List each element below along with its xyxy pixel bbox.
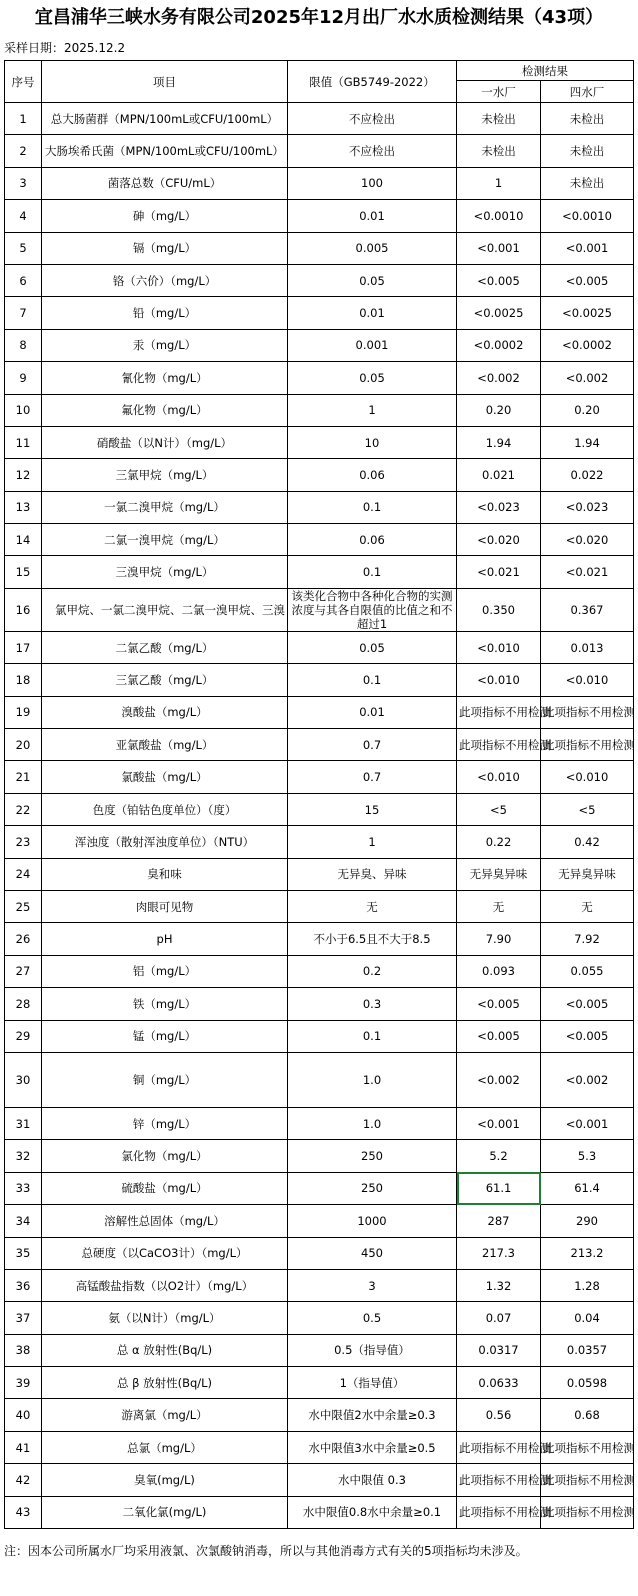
cell-plant4[interactable]: 7.92 bbox=[541, 923, 634, 955]
cell-item[interactable]: 总大肠菌群（MPN/100mL或CFU/100mL） bbox=[42, 103, 288, 135]
cell-item[interactable]: 肉眼可见物 bbox=[42, 890, 288, 922]
cell-plant4[interactable]: <0.020 bbox=[541, 524, 634, 556]
cell-no[interactable]: 6 bbox=[5, 264, 42, 296]
cell-plant1[interactable]: <0.005 bbox=[457, 264, 541, 296]
cell-item[interactable]: 铝（mg/L） bbox=[42, 955, 288, 987]
cell-plant1[interactable]: <0.010 bbox=[457, 761, 541, 793]
table-row bbox=[5, 1020, 634, 1052]
table-row bbox=[5, 1205, 634, 1237]
cell-limit[interactable]: 不应检出 bbox=[288, 135, 457, 167]
table-row bbox=[5, 1269, 634, 1301]
cell-no[interactable]: 35 bbox=[5, 1237, 42, 1269]
cell-plant1[interactable]: 0.07 bbox=[457, 1302, 541, 1334]
cell-limit[interactable]: 水中限值0.8水中余量≥0.1 bbox=[288, 1496, 457, 1528]
cell-item[interactable]: 氯化物（mg/L） bbox=[42, 1140, 288, 1172]
cell-plant1[interactable]: <0.001 bbox=[457, 1107, 541, 1139]
cell-limit[interactable]: 不应检出 bbox=[288, 103, 457, 135]
cell-item[interactable]: 氨（以N计）（mg/L） bbox=[42, 1302, 288, 1334]
table-row bbox=[5, 1302, 634, 1334]
cell-item[interactable]: 总硬度（以CaCO3计）（mg/L） bbox=[42, 1237, 288, 1269]
cell-no[interactable]: 10 bbox=[5, 394, 42, 426]
cell-limit[interactable]: 3 bbox=[288, 1269, 457, 1301]
cell-plant1[interactable]: <0.021 bbox=[457, 556, 541, 588]
cell-item[interactable]: 铬（六价）（mg/L） bbox=[42, 264, 288, 296]
cell-plant4[interactable]: 此项指标不用检测 bbox=[541, 1464, 634, 1496]
cell-limit[interactable]: 0.7 bbox=[288, 729, 457, 761]
table-row bbox=[5, 459, 634, 491]
cell-item[interactable]: 二氯乙酸（mg/L） bbox=[42, 631, 288, 663]
cell-limit[interactable]: 水中限值3水中余量≥0.5 bbox=[288, 1431, 457, 1463]
cell-plant4[interactable]: 0.022 bbox=[541, 459, 634, 491]
cell-plant1[interactable]: <0.002 bbox=[457, 1052, 541, 1107]
cell-plant4[interactable]: <0.010 bbox=[541, 664, 634, 696]
cell-limit[interactable]: 无 bbox=[288, 890, 457, 922]
cell-plant1[interactable]: 5.2 bbox=[457, 1140, 541, 1172]
cell-no[interactable]: 19 bbox=[5, 696, 42, 728]
cell-limit[interactable]: 1（指导值） bbox=[288, 1367, 457, 1399]
cell-limit[interactable]: 0.05 bbox=[288, 264, 457, 296]
cell-plant1[interactable]: 0.093 bbox=[457, 955, 541, 987]
cell-item[interactable]: 铅（mg/L） bbox=[42, 297, 288, 329]
page-title: 宜昌浦华三峡水务有限公司2025年12月出厂水水质检测结果（43项） bbox=[34, 7, 604, 28]
cell-limit[interactable]: 250 bbox=[288, 1172, 457, 1204]
cell-limit[interactable]: 水中限值2水中余量≥0.3 bbox=[288, 1399, 457, 1431]
cell-plant1[interactable]: 1.32 bbox=[457, 1269, 541, 1301]
cell-limit[interactable]: 10 bbox=[288, 426, 457, 458]
header-plant4: 四水厂 bbox=[541, 81, 634, 103]
table-row bbox=[5, 1140, 634, 1172]
footnote: 注：因本公司所属水厂均采用液氯、次氯酸钠消毒，所以与其他消毒方式有关的5项指标均未涉及。 bbox=[4, 1544, 528, 1558]
cell-item[interactable]: pH bbox=[42, 923, 288, 955]
table-row bbox=[5, 1172, 634, 1204]
cell-no[interactable]: 3 bbox=[5, 167, 42, 199]
cell-plant4[interactable]: 213.2 bbox=[541, 1237, 634, 1269]
cell-plant4[interactable]: <0.010 bbox=[541, 761, 634, 793]
cell-plant4[interactable]: 此项指标不用检测 bbox=[541, 1496, 634, 1528]
cell-plant4[interactable]: 无 bbox=[541, 890, 634, 922]
table-row bbox=[5, 394, 634, 426]
cell-plant4[interactable]: <0.002 bbox=[541, 1052, 634, 1107]
cell-plant1[interactable]: 0.350 bbox=[457, 588, 541, 631]
cell-plant1[interactable]: <0.020 bbox=[457, 524, 541, 556]
cell-no[interactable]: 25 bbox=[5, 890, 42, 922]
cell-item[interactable]: 溶解性总固体（mg/L） bbox=[42, 1205, 288, 1237]
cell-plant4[interactable]: <0.021 bbox=[541, 556, 634, 588]
cell-item[interactable]: 溴酸盐（mg/L） bbox=[42, 696, 288, 728]
cell-plant1[interactable]: <0.010 bbox=[457, 664, 541, 696]
cell-no[interactable]: 23 bbox=[5, 826, 42, 858]
cell-item[interactable]: 臭和味 bbox=[42, 858, 288, 890]
cell-plant4[interactable]: 0.68 bbox=[541, 1399, 634, 1431]
cell-item[interactable]: 菌落总数（CFU/mL） bbox=[42, 167, 288, 199]
table-row bbox=[5, 491, 634, 523]
cell-plant1[interactable]: 此项指标不用检测 bbox=[457, 729, 541, 761]
cell-no[interactable]: 1 bbox=[5, 103, 42, 135]
cell-plant4[interactable]: 未检出 bbox=[541, 135, 634, 167]
cell-item[interactable]: 总 α 放射性(Bq/L) bbox=[42, 1334, 288, 1366]
cell-limit[interactable]: 0.3 bbox=[288, 988, 457, 1020]
table-row bbox=[5, 135, 634, 167]
cell-plant4[interactable]: 此项指标不用检测 bbox=[541, 729, 634, 761]
cell-no[interactable]: 34 bbox=[5, 1205, 42, 1237]
cell-item[interactable]: 高锰酸盐指数（以O2计）（mg/L） bbox=[42, 1269, 288, 1301]
cell-item[interactable]: 二氯一溴甲烷（mg/L） bbox=[42, 524, 288, 556]
table-row bbox=[5, 297, 634, 329]
cell-plant4[interactable]: 未检出 bbox=[541, 103, 634, 135]
table-row bbox=[5, 858, 634, 890]
sample-date: 采样日期：2025.12.2 bbox=[4, 41, 126, 55]
cell-plant4[interactable]: 0.013 bbox=[541, 631, 634, 663]
cell-plant4[interactable]: 1.28 bbox=[541, 1269, 634, 1301]
cell-plant4[interactable]: 无异臭异味 bbox=[541, 858, 634, 890]
cell-item[interactable]: 氟化物（mg/L） bbox=[42, 394, 288, 426]
cell-no[interactable]: 17 bbox=[5, 631, 42, 663]
header-item: 项目 bbox=[42, 61, 288, 103]
cell-limit[interactable]: 1.0 bbox=[288, 1107, 457, 1139]
cell-limit[interactable]: 0.1 bbox=[288, 556, 457, 588]
cell-plant1[interactable]: <0.0010 bbox=[457, 200, 541, 232]
table-row bbox=[5, 955, 634, 987]
cell-item[interactable]: 铜（mg/L） bbox=[42, 1052, 288, 1107]
cell-plant1[interactable]: 0.0633 bbox=[457, 1367, 541, 1399]
cell-plant1[interactable]: 0.56 bbox=[457, 1399, 541, 1431]
cell-plant1[interactable]: <0.005 bbox=[457, 1020, 541, 1052]
cell-plant4[interactable]: 5.3 bbox=[541, 1140, 634, 1172]
cell-limit[interactable]: 250 bbox=[288, 1140, 457, 1172]
cell-no[interactable]: 39 bbox=[5, 1367, 42, 1399]
cell-limit[interactable]: 0.05 bbox=[288, 362, 457, 394]
cell-plant1[interactable]: 此项指标不用检测 bbox=[457, 1464, 541, 1496]
cell-plant4[interactable]: <5 bbox=[541, 793, 634, 825]
cell-plant1[interactable]: 0.0317 bbox=[457, 1334, 541, 1366]
table-row bbox=[5, 664, 634, 696]
cell-no[interactable]: 30 bbox=[5, 1052, 42, 1107]
cell-limit[interactable]: 1000 bbox=[288, 1205, 457, 1237]
cell-no[interactable]: 9 bbox=[5, 362, 42, 394]
table-row bbox=[5, 826, 634, 858]
cell-limit[interactable]: 0.5 bbox=[288, 1302, 457, 1334]
cell-no[interactable]: 11 bbox=[5, 426, 42, 458]
cell-no[interactable]: 43 bbox=[5, 1496, 42, 1528]
cell-plant1[interactable]: 未检出 bbox=[457, 135, 541, 167]
cell-no[interactable]: 7 bbox=[5, 297, 42, 329]
table-row bbox=[5, 761, 634, 793]
table-row bbox=[5, 588, 634, 631]
cell-plant1[interactable]: 0.021 bbox=[457, 459, 541, 491]
cell-limit[interactable]: 0.06 bbox=[288, 459, 457, 491]
cell-plant4[interactable]: 61.4 bbox=[541, 1172, 634, 1204]
cell-item[interactable]: 硝酸盐（以N计）（mg/L） bbox=[42, 426, 288, 458]
cell-item[interactable]: 色度（铂钴色度单位）（度） bbox=[42, 793, 288, 825]
cell-limit[interactable]: 100 bbox=[288, 167, 457, 199]
table-row bbox=[5, 1367, 634, 1399]
cell-plant4[interactable]: 0.0357 bbox=[541, 1334, 634, 1366]
cell-plant1[interactable]: <0.001 bbox=[457, 232, 541, 264]
cell-item[interactable]: 三氯甲烷（mg/L） bbox=[42, 459, 288, 491]
table-row bbox=[5, 200, 634, 232]
cell-item[interactable]: 硫酸盐（mg/L） bbox=[42, 1172, 288, 1204]
cell-no[interactable]: 38 bbox=[5, 1334, 42, 1366]
table-row bbox=[5, 890, 634, 922]
cell-no[interactable]: 8 bbox=[5, 329, 42, 361]
cell-limit[interactable]: 0.1 bbox=[288, 1020, 457, 1052]
cell-plant4[interactable]: <0.005 bbox=[541, 988, 634, 1020]
cell-no[interactable]: 2 bbox=[5, 135, 42, 167]
cell-plant1[interactable]: 1.94 bbox=[457, 426, 541, 458]
cell-limit[interactable]: 0.1 bbox=[288, 491, 457, 523]
cell-plant4[interactable]: <0.001 bbox=[541, 232, 634, 264]
cell-no[interactable]: 21 bbox=[5, 761, 42, 793]
cell-item[interactable]: 三溴甲烷（mg/L） bbox=[42, 556, 288, 588]
cell-no[interactable]: 31 bbox=[5, 1107, 42, 1139]
table-row bbox=[5, 1334, 634, 1366]
results-table bbox=[4, 60, 634, 1529]
cell-plant1[interactable]: 此项指标不用检测 bbox=[457, 696, 541, 728]
cell-plant4[interactable]: 0.20 bbox=[541, 394, 634, 426]
cell-limit[interactable]: 0.001 bbox=[288, 329, 457, 361]
cell-plant4[interactable]: 290 bbox=[541, 1205, 634, 1237]
cell-plant4[interactable]: 0.367 bbox=[541, 588, 634, 631]
cell-limit[interactable]: 0.06 bbox=[288, 524, 457, 556]
table-row bbox=[5, 556, 634, 588]
table-row bbox=[5, 1399, 634, 1431]
cell-plant1[interactable]: 此项指标不用检测 bbox=[457, 1431, 541, 1463]
cell-limit[interactable]: 无异臭、异味 bbox=[288, 858, 457, 890]
table-row bbox=[5, 362, 634, 394]
cell-plant1[interactable]: 0.22 bbox=[457, 826, 541, 858]
table-row bbox=[5, 1431, 634, 1463]
cell-plant4[interactable]: 0.42 bbox=[541, 826, 634, 858]
cell-plant1[interactable]: 287 bbox=[457, 1205, 541, 1237]
cell-item[interactable]: 游离氯（mg/L） bbox=[42, 1399, 288, 1431]
cell-no[interactable]: 4 bbox=[5, 200, 42, 232]
cell-plant4[interactable]: 0.0598 bbox=[541, 1367, 634, 1399]
cell-limit[interactable]: 0.7 bbox=[288, 761, 457, 793]
cell-limit[interactable]: 450 bbox=[288, 1237, 457, 1269]
cell-item[interactable]: 一氯二溴甲烷（mg/L） bbox=[42, 491, 288, 523]
cell-no[interactable]: 32 bbox=[5, 1140, 42, 1172]
cell-item[interactable]: 氯甲烷、一氯二溴甲烷、二氯一溴甲烷、三溴 bbox=[42, 588, 288, 631]
cell-plant4[interactable]: 0.04 bbox=[541, 1302, 634, 1334]
table-row bbox=[5, 1464, 634, 1496]
cell-no[interactable]: 29 bbox=[5, 1020, 42, 1052]
cell-plant4[interactable]: <0.0002 bbox=[541, 329, 634, 361]
cell-limit[interactable]: 1 bbox=[288, 394, 457, 426]
cell-no[interactable]: 18 bbox=[5, 664, 42, 696]
cell-plant4[interactable]: <0.0025 bbox=[541, 297, 634, 329]
cell-item[interactable]: 镉（mg/L） bbox=[42, 232, 288, 264]
cell-limit[interactable]: 0.005 bbox=[288, 232, 457, 264]
table-row bbox=[5, 1052, 634, 1107]
cell-item[interactable]: 二氧化氯(mg/L) bbox=[42, 1496, 288, 1528]
cell-plant1[interactable]: <0.023 bbox=[457, 491, 541, 523]
cell-limit[interactable]: 1.0 bbox=[288, 1052, 457, 1107]
cell-limit[interactable]: 0.01 bbox=[288, 200, 457, 232]
cell-no[interactable]: 24 bbox=[5, 858, 42, 890]
cell-plant4[interactable]: 0.055 bbox=[541, 955, 634, 987]
cell-plant1[interactable]: <0.005 bbox=[457, 988, 541, 1020]
cell-limit[interactable]: 0.05 bbox=[288, 631, 457, 663]
cell-plant4[interactable]: <0.0010 bbox=[541, 200, 634, 232]
table-row bbox=[5, 729, 634, 761]
cell-plant4[interactable]: <0.023 bbox=[541, 491, 634, 523]
header-plant1: 一水厂 bbox=[457, 81, 541, 103]
table-row bbox=[5, 167, 634, 199]
cell-item[interactable]: 亚氯酸盐（mg/L） bbox=[42, 729, 288, 761]
cell-item[interactable]: 臭氧(mg/L) bbox=[42, 1464, 288, 1496]
cell-plant1[interactable]: <0.002 bbox=[457, 362, 541, 394]
table-row bbox=[5, 1107, 634, 1139]
cell-no[interactable]: 20 bbox=[5, 729, 42, 761]
cell-plant1[interactable]: 61.1 bbox=[457, 1172, 541, 1204]
cell-limit[interactable]: 15 bbox=[288, 793, 457, 825]
cell-plant4[interactable]: <0.005 bbox=[541, 264, 634, 296]
cell-limit[interactable]: 0.01 bbox=[288, 696, 457, 728]
cell-plant4[interactable]: 1.94 bbox=[541, 426, 634, 458]
cell-limit[interactable]: 0.01 bbox=[288, 297, 457, 329]
cell-no[interactable]: 22 bbox=[5, 793, 42, 825]
cell-item[interactable]: 总氯（mg/L） bbox=[42, 1431, 288, 1463]
cell-limit[interactable]: 0.5（指导值） bbox=[288, 1334, 457, 1366]
table-row bbox=[5, 631, 634, 663]
cell-plant1[interactable]: 7.90 bbox=[457, 923, 541, 955]
cell-item[interactable]: 锌（mg/L） bbox=[42, 1107, 288, 1139]
cell-item[interactable]: 总 β 放射性(Bq/L) bbox=[42, 1367, 288, 1399]
table-row bbox=[5, 1237, 634, 1269]
cell-plant1[interactable]: <0.0025 bbox=[457, 297, 541, 329]
cell-no[interactable]: 27 bbox=[5, 955, 42, 987]
table-row bbox=[5, 103, 634, 135]
cell-limit[interactable]: 1 bbox=[288, 826, 457, 858]
cell-plant1[interactable]: 0.20 bbox=[457, 394, 541, 426]
cell-plant4[interactable]: 此项指标不用检测 bbox=[541, 1431, 634, 1463]
table-row bbox=[5, 1496, 634, 1528]
cell-no[interactable]: 37 bbox=[5, 1302, 42, 1334]
cell-item[interactable]: 铁（mg/L） bbox=[42, 988, 288, 1020]
cell-plant4[interactable]: <0.005 bbox=[541, 1020, 634, 1052]
table-row bbox=[5, 988, 634, 1020]
cell-plant1[interactable]: 无异臭异味 bbox=[457, 858, 541, 890]
cell-no[interactable]: 15 bbox=[5, 556, 42, 588]
cell-plant1[interactable]: <0.010 bbox=[457, 631, 541, 663]
cell-no[interactable]: 13 bbox=[5, 491, 42, 523]
table-row bbox=[5, 793, 634, 825]
cell-no[interactable]: 26 bbox=[5, 923, 42, 955]
cell-item[interactable]: 三氯乙酸（mg/L） bbox=[42, 664, 288, 696]
cell-item[interactable]: 砷（mg/L） bbox=[42, 200, 288, 232]
cell-no[interactable]: 33 bbox=[5, 1172, 42, 1204]
table-row bbox=[5, 426, 634, 458]
cell-plant4[interactable]: 此项指标不用检测 bbox=[541, 696, 634, 728]
cell-limit[interactable]: 不小于6.5且不大于8.5 bbox=[288, 923, 457, 955]
cell-no[interactable]: 41 bbox=[5, 1431, 42, 1463]
cell-no[interactable]: 42 bbox=[5, 1464, 42, 1496]
cell-plant1[interactable]: 此项指标不用检测 bbox=[457, 1496, 541, 1528]
cell-no[interactable]: 14 bbox=[5, 524, 42, 556]
cell-item[interactable]: 氰化物（mg/L） bbox=[42, 362, 288, 394]
header-limit: 限值（GB5749-2022） bbox=[288, 61, 457, 103]
cell-limit[interactable]: 0.2 bbox=[288, 955, 457, 987]
cell-plant4[interactable]: 未检出 bbox=[541, 167, 634, 199]
cell-limit[interactable]: 0.1 bbox=[288, 664, 457, 696]
cell-item[interactable]: 氯酸盐（mg/L） bbox=[42, 761, 288, 793]
table-row bbox=[5, 232, 634, 264]
cell-plant4[interactable]: <0.002 bbox=[541, 362, 634, 394]
cell-no[interactable]: 16 bbox=[5, 588, 42, 631]
header-no: 序号 bbox=[5, 61, 42, 103]
cell-plant1[interactable]: 无 bbox=[457, 890, 541, 922]
cell-plant1[interactable]: 217.3 bbox=[457, 1237, 541, 1269]
cell-no[interactable]: 12 bbox=[5, 459, 42, 491]
cell-item[interactable]: 锰（mg/L） bbox=[42, 1020, 288, 1052]
cell-plant1[interactable]: 未检出 bbox=[457, 103, 541, 135]
cell-item[interactable]: 浑浊度（散射浑浊度单位）（NTU） bbox=[42, 826, 288, 858]
cell-limit[interactable]: 该类化合物中各种化合物的实测浓度与其各自限值的比值之和不超过1 bbox=[288, 588, 457, 631]
cell-plant4[interactable]: <0.001 bbox=[541, 1107, 634, 1139]
cell-plant1[interactable]: <0.0002 bbox=[457, 329, 541, 361]
cell-limit[interactable]: 水中限值 0.3 bbox=[288, 1464, 457, 1496]
cell-no[interactable]: 36 bbox=[5, 1269, 42, 1301]
table-row bbox=[5, 329, 634, 361]
cell-no[interactable]: 28 bbox=[5, 988, 42, 1020]
header-results: 检测结果 bbox=[457, 61, 634, 81]
cell-item[interactable]: 大肠埃希氏菌（MPN/100mL或CFU/100mL） bbox=[42, 135, 288, 167]
table-row bbox=[5, 923, 634, 955]
table-row bbox=[5, 264, 634, 296]
cell-plant1[interactable]: 1 bbox=[457, 167, 541, 199]
cell-item[interactable]: 汞（mg/L） bbox=[42, 329, 288, 361]
cell-plant1[interactable]: <5 bbox=[457, 793, 541, 825]
table-row bbox=[5, 524, 634, 556]
table-row bbox=[5, 696, 634, 728]
cell-no[interactable]: 40 bbox=[5, 1399, 42, 1431]
cell-no[interactable]: 5 bbox=[5, 232, 42, 264]
